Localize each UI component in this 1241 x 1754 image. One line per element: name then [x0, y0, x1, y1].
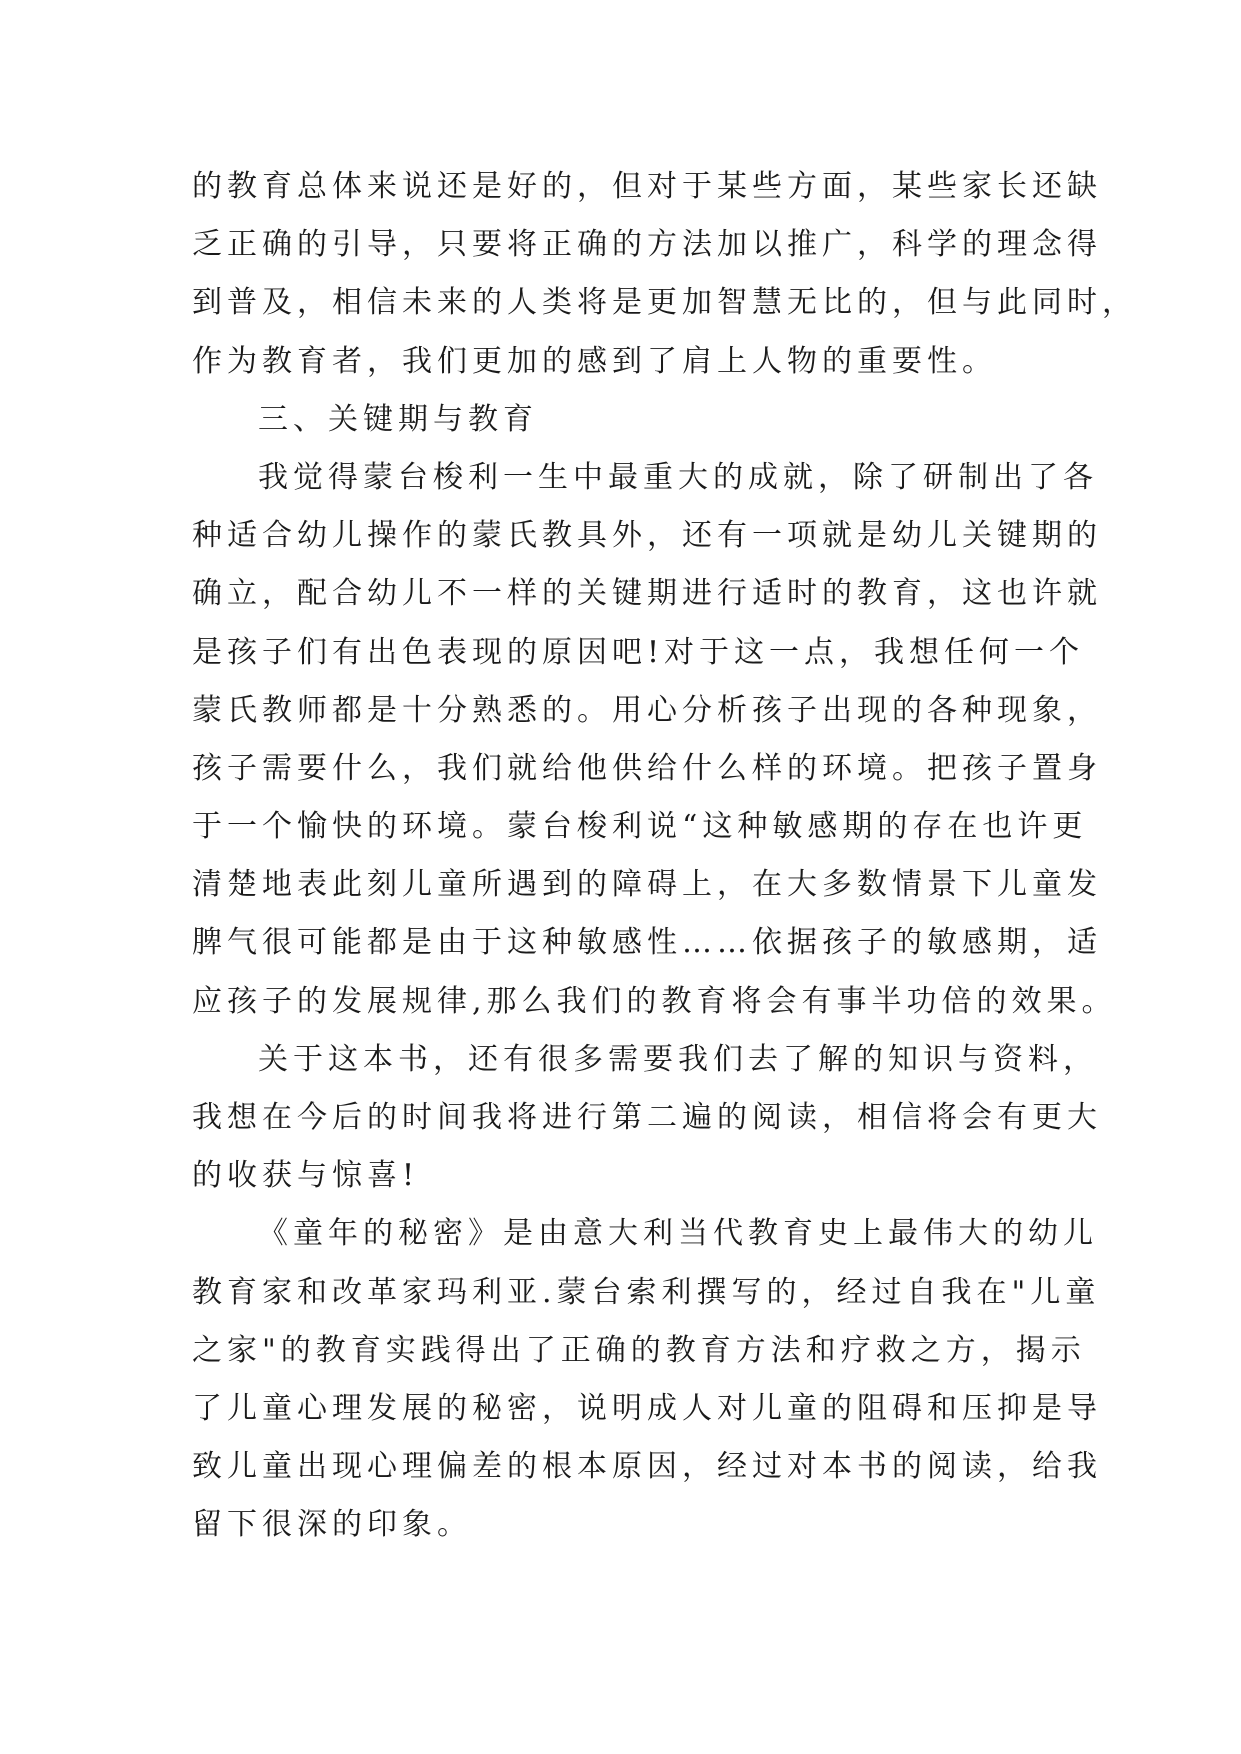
text-line: 孩子需要什么，我们就给他供给什么样的环境。把孩子置身 — [192, 750, 1102, 786]
text-line: 留下很深的印象。 — [192, 1507, 472, 1543]
text-line: 是孩子们有出色表现的原因吧!对于这一点，我想任何一个 — [192, 634, 1085, 670]
text-line: 《童年的秘密》是由意大利当代教育史上最伟大的幼儿 — [258, 1216, 1098, 1252]
text-line: 的收获与惊喜! — [192, 1158, 420, 1194]
document-body — [192, 158, 1137, 1555]
text-line: 关于这本书，还有很多需要我们去了解的知识与资料， — [258, 1041, 1098, 1077]
text-line: 应孩子的发展规律,那么我们的教育将会有事半功倍的效果。 — [192, 983, 1117, 1019]
text-line: 清楚地表此刻儿童所遇到的障碍上，在大多数情景下儿童发 — [192, 867, 1102, 903]
text-line: 确立，配合幼儿不一样的关键期进行适时的教育，这也许就 — [192, 576, 1102, 612]
text-line: 乏正确的引导，只要将正确的方法加以推广，科学的理念得 — [192, 227, 1102, 263]
text-line: 教育家和改革家玛利亚.蒙台索利撰写的，经过自我在"儿童 — [192, 1274, 1101, 1310]
text-line: 蒙氏教师都是十分熟悉的。用心分析孩子出现的各种现象， — [192, 692, 1102, 728]
text-line: 作为教育者，我们更加的感到了肩上人物的重要性。 — [192, 343, 997, 379]
text-line: 之家"的教育实践得出了正确的教育方法和疗救之方，揭示 — [192, 1332, 1086, 1368]
text-line: 于一个愉快的环境。蒙台梭利说“这种敏感期的存在也许更 — [192, 809, 1088, 845]
text-line: 我觉得蒙台梭利一生中最重大的成就，除了研制出了各 — [258, 459, 1098, 495]
text-line: 到普及，相信未来的人类将是更加智慧无比的，但与此同时， — [192, 285, 1137, 321]
text-line: 脾气很可能都是由于这种敏感性……依据孩子的敏感期，适 — [192, 925, 1102, 961]
text-line: 我想在今后的时间我将进行第二遍的阅读，相信将会有更大 — [192, 1100, 1102, 1135]
text-line: 致儿童出现心理偏差的根本原因，经过对本书的阅读，给我 — [192, 1449, 1102, 1485]
section-heading: 三、关键期与教育 — [258, 401, 538, 437]
text-line: 的教育总体来说还是好的，但对于某些方面，某些家长还缺 — [192, 169, 1102, 204]
text-line: 了儿童心理发展的秘密，说明成人对儿童的阻碍和压抑是导 — [192, 1390, 1102, 1426]
text-line: 种适合幼儿操作的蒙氏教具外，还有一项就是幼儿关键期的 — [192, 518, 1102, 554]
